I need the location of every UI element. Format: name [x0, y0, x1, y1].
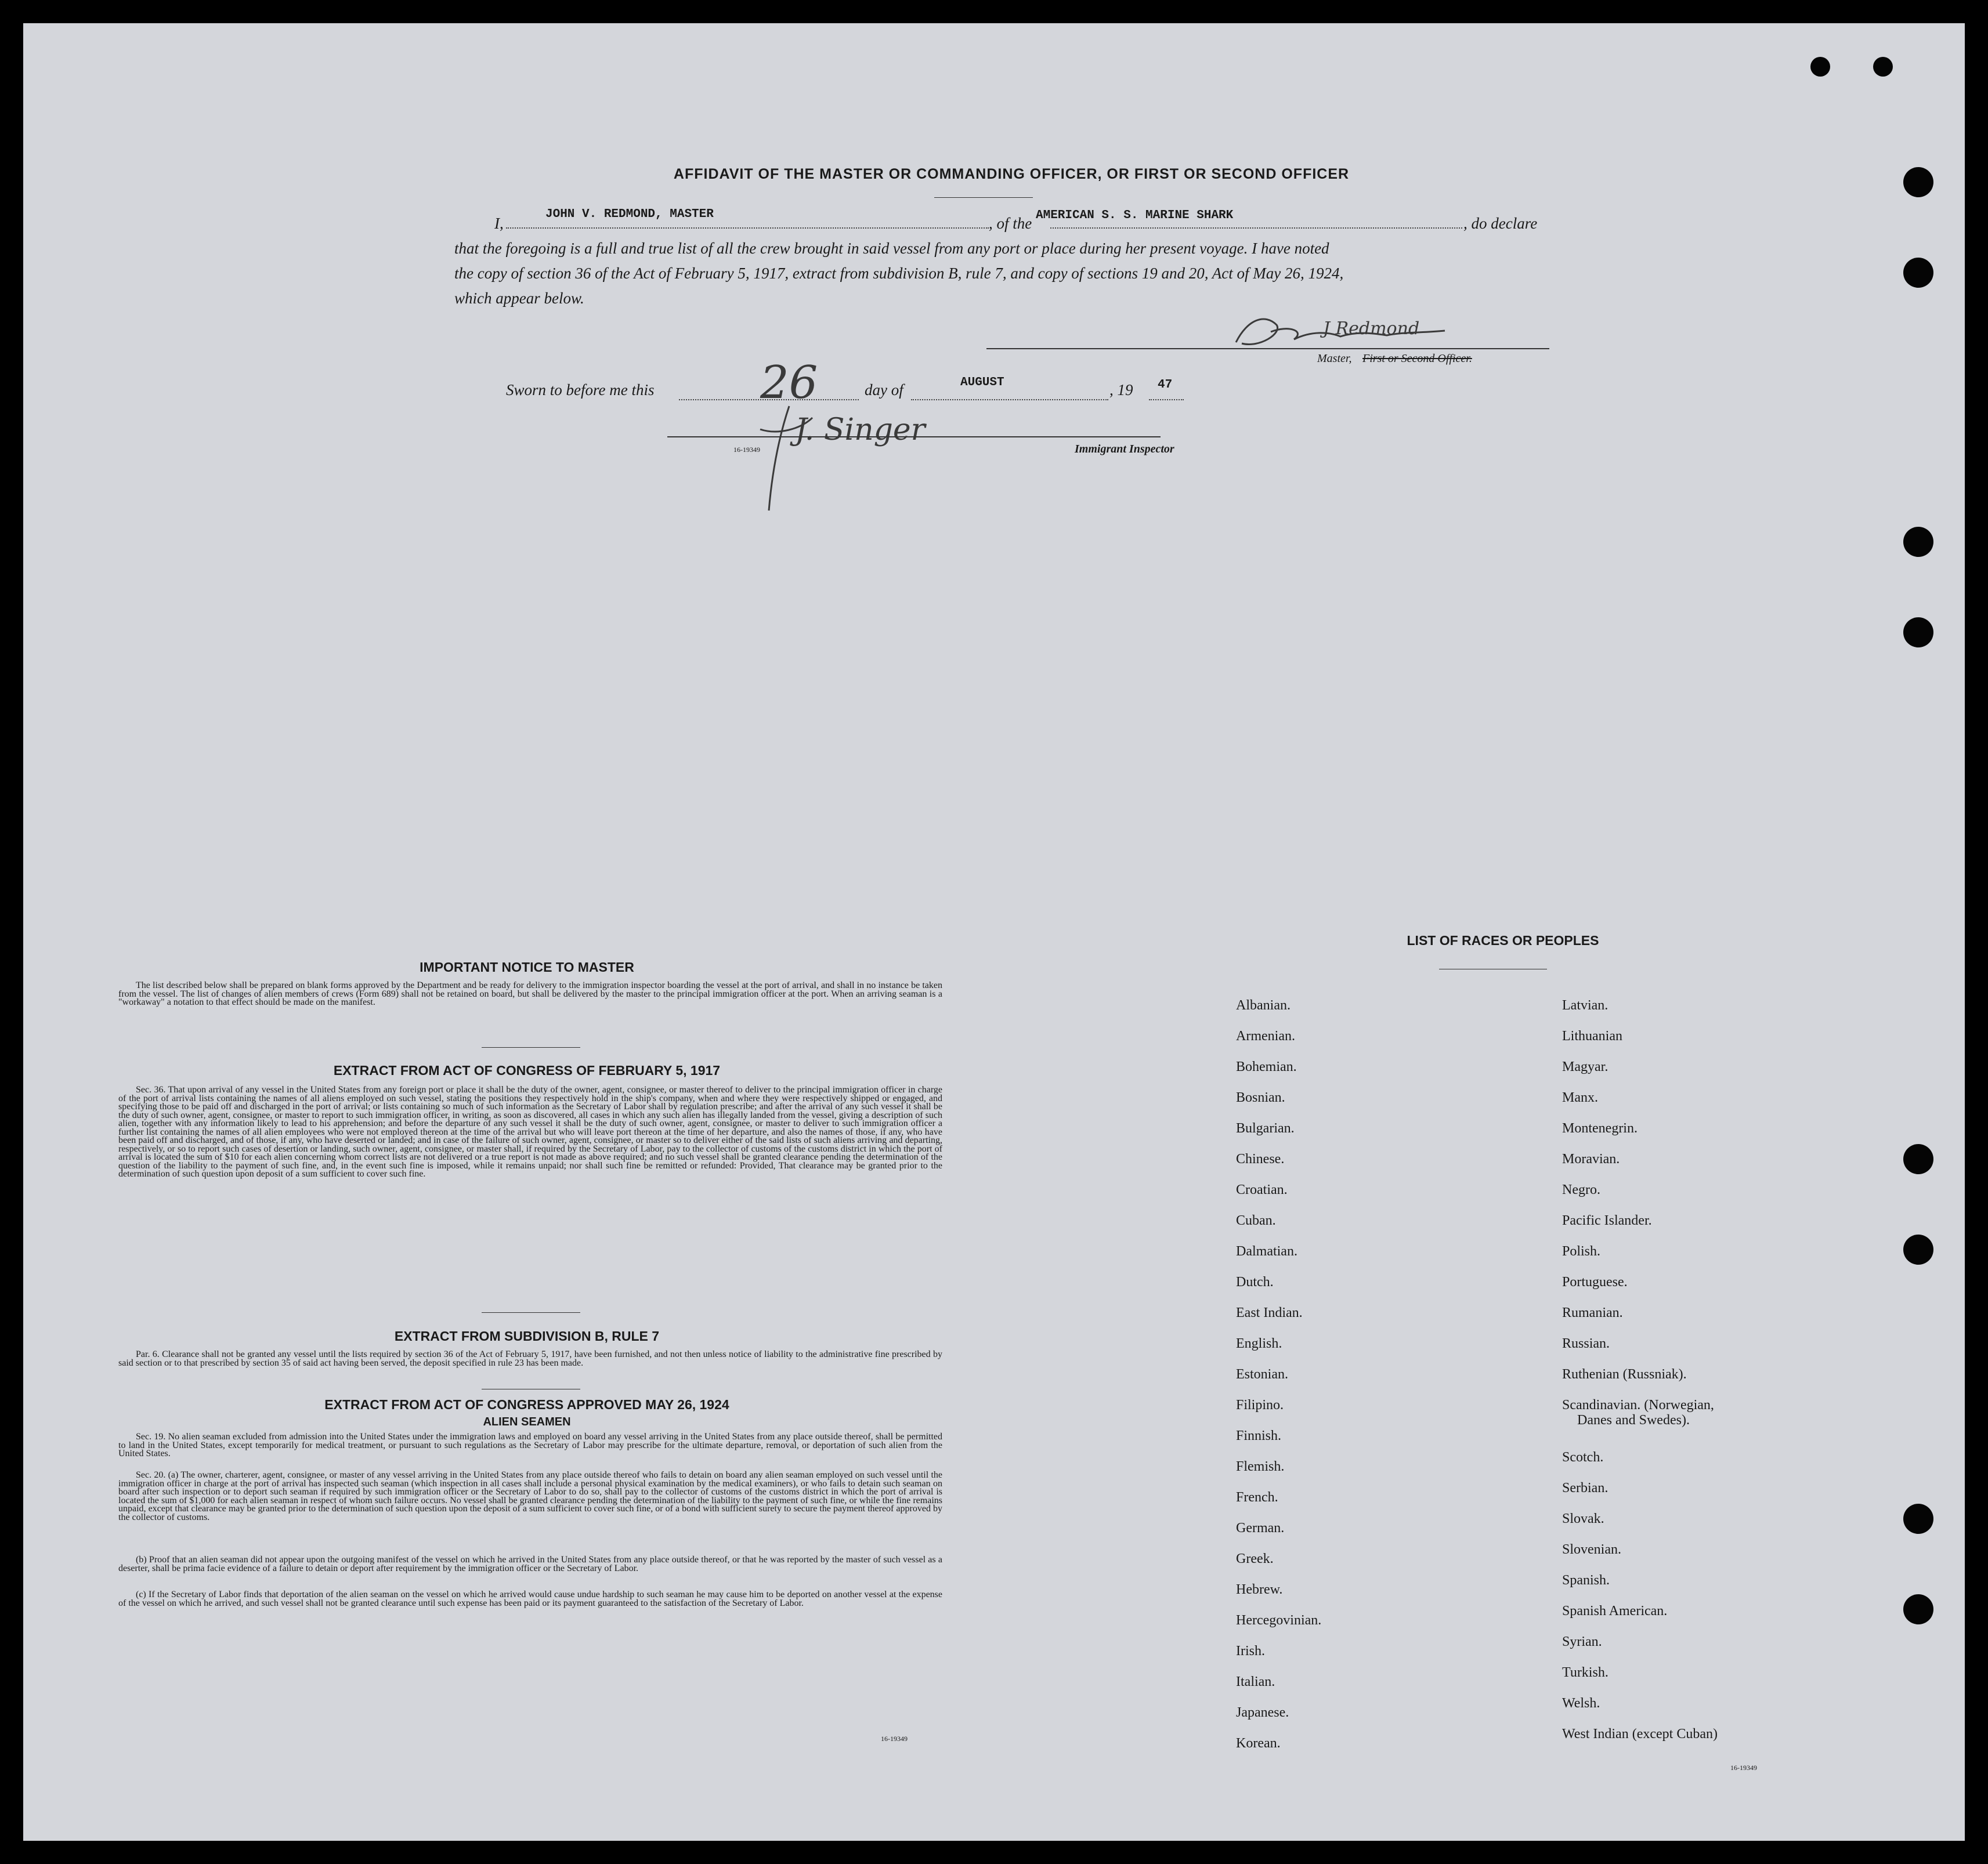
race-item: Dutch. — [1236, 1275, 1274, 1290]
notice-text: The list described below shall be prepared on blank forms approved by the Department and be ready for delivery to the immigration inspector boarding the vessel at the port of arrival, and shall in no instance be taken from the vessel. The list of changes of alien members of crews (Form 689) shall not be retained on board, but shall be delivered by the master to the principal immigration officer at the port. When an arriving seaman is a "workaway" a notation to that effect should be made on the manifest. — [118, 980, 942, 1007]
race-item: Slovak. — [1562, 1511, 1604, 1526]
race-item: Bohemian. — [1236, 1059, 1297, 1074]
races-title: LIST OF RACES OR PEOPLES — [1407, 933, 1599, 948]
vessel-name-value: AMERICAN S. S. MARINE SHARK — [1036, 209, 1234, 222]
race-item: Spanish American. — [1562, 1604, 1668, 1619]
sec20a-text: Sec. 20. (a) The owner, charterer, agent, consignee, or master of any vessel arriving in the United States from any place outside thereof who fails to detain on board any alien seaman employed on such vessel until the immigration officer in charge at the port of arrival has inspected such seaman (which inspection in all cases shall include a personal physical examination by the medical examiners), or who fails to detain such seaman on board after such inspection or to deport such seaman if required by such immigration officer or the Secretary of Labor to do so, shall pay to the collector of customs of the customs district in which the port of arrival is located the sum of $1,000 for each alien seaman in respect of whom such failure occurs. No vessel shall be granted clearance pending the determination of the liability to the payment of such fine, or while the fine remains unpaid, except that clearance may be granted prior to the determination of such question upon the deposit of a sum sufficient to cover such fine, or of a bond with sufficient surety to secure the payment thereof approved by the collector of customs. — [118, 1470, 942, 1522]
notice-title: IMPORTANT NOTICE TO MASTER — [420, 960, 634, 975]
race-item: Polish. — [1562, 1244, 1601, 1259]
rule7-title: EXTRACT FROM SUBDIVISION B, RULE 7 — [394, 1329, 660, 1344]
extract-1924-subtitle: ALIEN SEAMEN — [483, 1416, 571, 1428]
race-item: Montenegrin. — [1562, 1121, 1638, 1136]
extract-1917-text: Sec. 36. That upon arrival of any vessel in the United States from any foreign port or place it shall be the duty of the owner, agent, consignee, or master thereof to deliver to the principal immigration officer in charge of the port of arrival lists containing the names of all aliens employed on such vessel, stating the positions they respectively hold in the ship's company, when and where they were respectively shipped or engaged, and specifying those to be paid off and discharged in the port of arrival; or lists containing so much of such information as the Secretary of Labor shall by regulation prescribe; and after the arrival of any such vessel it shall be the duty of such owner, agent, consignee, or master to report to such immigration officer, in writing, as soon as discovered, all cases in which any such alien has illegally landed from the vessel, giving a description of such alien, together with any information likely to lead to his apprehension; and before the departure of any such vessel it shall be the duty of such owner, agent, consignee, or master to deliver to such immigration officer a further list containing the names of all alien employees who were not employed thereon at the time of the arrival but who will leave port thereon at the time of her departure, and also the names of those, if any, who have been paid off and discharged, and of those, if any, who have deserted or landed; and in case of the failure of such owner, agent, consignee, or master so to deliver either of the said lists of such aliens arriving and departing, respectively, or so to report such cases of desertion or landing, such owner, agent, consignee, or master shall, if required by the Secretary of Labor, pay to the collector of customs of the customs district in which the port of arrival is located the sum of $10 for each alien concerning whom correct lists are not delivered or a true report is not made as above required; and no such vessel shall be granted clearance pending the determination of the question of the liability to the payment of such fine, and, in the event such fine is imposed, while it remains unpaid; nor shall such fine be remitted or refunded: Provided, That clearance may be granted prior to the determination of such question upon deposit of a sum sufficient to cover such fine. — [118, 1085, 942, 1179]
race-item: Moravian. — [1562, 1152, 1620, 1167]
inspector-label: Immigrant Inspector — [1075, 443, 1174, 455]
race-item: Armenian. — [1236, 1029, 1295, 1044]
race-item: Slovenian. — [1562, 1542, 1621, 1557]
punch-hole-icon — [1873, 57, 1893, 77]
sec20b-text: (b) Proof that an alien seaman did not appear upon the outgoing manifest of the vessel on which he arrived in the United States from any place outside thereof, or that he was reported by the master of such vessel as a deserter, shall be prima facie evidence of a failure to detain or deport after requirement by the immigration officer or the Secretary of Labor. — [118, 1555, 942, 1573]
race-item: Turkish. — [1562, 1665, 1609, 1680]
race-item: Danes and Swedes). — [1577, 1413, 1690, 1428]
master-name-line — [506, 227, 989, 229]
race-item: Manx. — [1562, 1090, 1598, 1105]
master-name-value: JOHN V. REDMOND, MASTER — [545, 208, 714, 221]
struck-officer-title: First or Second Officer. — [1362, 352, 1472, 365]
race-item: Welsh. — [1562, 1696, 1600, 1711]
year-value: 47 — [1158, 378, 1173, 392]
inspector-signature-line — [667, 436, 1161, 437]
race-item: Croatian. — [1236, 1182, 1288, 1197]
punch-hole-icon — [1903, 1144, 1933, 1174]
race-item: German. — [1236, 1521, 1285, 1536]
punch-hole-icon — [1903, 527, 1933, 557]
title-divider — [934, 197, 1033, 198]
race-item: Serbian. — [1562, 1481, 1609, 1496]
race-item: Korean. — [1236, 1736, 1281, 1751]
races-form-number: 16-19349 — [1730, 1764, 1757, 1772]
inspector-signature-text: J. Singer — [795, 412, 926, 447]
race-item: Magyar. — [1562, 1059, 1609, 1074]
year-line — [1149, 399, 1184, 400]
race-item: Negro. — [1562, 1182, 1600, 1197]
affidavit-line-2: that the foregoing is a full and true list of all the crew brought in said vessel from any port or place during her present voyage. I have noted — [454, 240, 1329, 257]
document-sheet — [23, 23, 1965, 1841]
race-item: Filipino. — [1236, 1398, 1284, 1413]
punch-hole-icon — [1903, 1504, 1933, 1534]
race-item: East Indian. — [1236, 1305, 1303, 1320]
race-item: Greek. — [1236, 1551, 1274, 1566]
master-signature-text: J Redmond — [1323, 318, 1420, 339]
divider — [482, 1047, 580, 1048]
race-item: Bosnian. — [1236, 1090, 1285, 1105]
race-item: Scandinavian. (Norwegian, — [1562, 1398, 1714, 1413]
race-item: West Indian (except Cuban) — [1562, 1727, 1718, 1742]
affidavit-form-number: 16-19349 — [733, 446, 760, 454]
rule7-text: Par. 6. Clearance shall not be granted any vessel until the lists required by section 36 of the Act of February 5, 1917, have been furnished, and not then unless notice of liability to the administrative fine prescribed by said section or to that prescribed by section 35 of said act having been served, the deposit specified in rule 23 has been made. — [118, 1349, 942, 1368]
punch-hole-icon — [1903, 1235, 1933, 1265]
race-item: Hercegovinian. — [1236, 1613, 1322, 1628]
race-item: Finnish. — [1236, 1428, 1282, 1443]
race-item: Cuban. — [1236, 1213, 1276, 1228]
extract-form-number: 16-19349 — [881, 1735, 908, 1743]
extract-1924-title: EXTRACT FROM ACT OF CONGRESS APPROVED MAY 26, 1924 — [324, 1397, 729, 1412]
race-item: Spanish. — [1562, 1573, 1610, 1588]
race-item: French. — [1236, 1490, 1278, 1505]
race-item: Portuguese. — [1562, 1275, 1628, 1290]
punch-hole-icon — [1903, 1594, 1933, 1624]
sworn-label: Sworn to before me this — [506, 381, 655, 399]
master-title-label: Master, — [1317, 352, 1352, 365]
inspector-signature — [737, 394, 1015, 516]
punch-hole-icon — [1903, 617, 1933, 647]
affidavit-line-3: the copy of section 36 of the Act of February 5, 1917, extract from subdivision B, rule 7, and copy of sections 19 and 20, Act of May 26, 1924, — [454, 265, 1344, 282]
year-prefix: , 19 — [1109, 381, 1133, 399]
race-item: Pacific Islander. — [1562, 1213, 1652, 1228]
race-item: Bulgarian. — [1236, 1121, 1295, 1136]
vessel-name-line — [1050, 227, 1462, 229]
race-item: Irish. — [1236, 1644, 1265, 1659]
affidavit-title: AFFIDAVIT OF THE MASTER OR COMMANDING OFFICER, OR FIRST OR SECOND OFFICER — [673, 166, 1350, 182]
master-signature-line — [986, 348, 1549, 349]
race-item: Syrian. — [1562, 1634, 1602, 1649]
month-value: AUGUST — [960, 376, 1004, 389]
race-item: Estonian. — [1236, 1367, 1288, 1382]
race-item: Ruthenian (Russniak). — [1562, 1367, 1687, 1382]
race-item: Rumanian. — [1562, 1305, 1623, 1320]
race-item: Scotch. — [1562, 1450, 1604, 1465]
i-label: I, — [494, 215, 504, 232]
race-item: Chinese. — [1236, 1152, 1285, 1167]
sec20c-text: (c) If the Secretary of Labor finds that deportation of the alien seaman on the vessel on which he arrived would cause undue hardship to such seaman he may cause him to be deported on another vessel at the expense of the vessel on which he arrived, and such vessel shall not be granted clearance until such expense has been paid or its payment guaranteed to the satisfaction of the Secretary of Labor. — [118, 1590, 942, 1608]
day-of-label: day of — [865, 381, 903, 399]
race-item: Hebrew. — [1236, 1582, 1283, 1597]
affidavit-line-4: which appear below. — [454, 289, 584, 307]
race-item: Italian. — [1236, 1674, 1275, 1689]
race-item: Russian. — [1562, 1336, 1610, 1351]
race-item: Albanian. — [1236, 998, 1291, 1013]
race-item: Latvian. — [1562, 998, 1609, 1013]
of-label: , of the — [989, 215, 1032, 232]
divider — [482, 1312, 580, 1313]
race-item: Lithuanian — [1562, 1029, 1622, 1044]
declare-label: , do declare — [1463, 215, 1538, 232]
race-item: Japanese. — [1236, 1705, 1289, 1720]
sec19-text: Sec. 19. No alien seaman excluded from admission into the United States under the immigration laws and employed on board any vessel arriving in the United States from any place outside thereof, shall be permitted to land in the United States, except temporarily for medical treatment, or pursuant to such regulations as the Secretary of Labor may prescribe for the ultimate departure, removal, or deportation of such alien from the United States. — [118, 1432, 942, 1458]
race-item: English. — [1236, 1336, 1282, 1351]
day-value: 26 — [760, 357, 818, 409]
race-item: Dalmatian. — [1236, 1244, 1297, 1259]
punch-hole-icon — [1903, 258, 1933, 288]
punch-hole-icon — [1810, 57, 1830, 77]
race-item: Flemish. — [1236, 1459, 1285, 1474]
extract-1917-title: EXTRACT FROM ACT OF CONGRESS OF FEBRUARY 5, 1917 — [333, 1063, 721, 1078]
